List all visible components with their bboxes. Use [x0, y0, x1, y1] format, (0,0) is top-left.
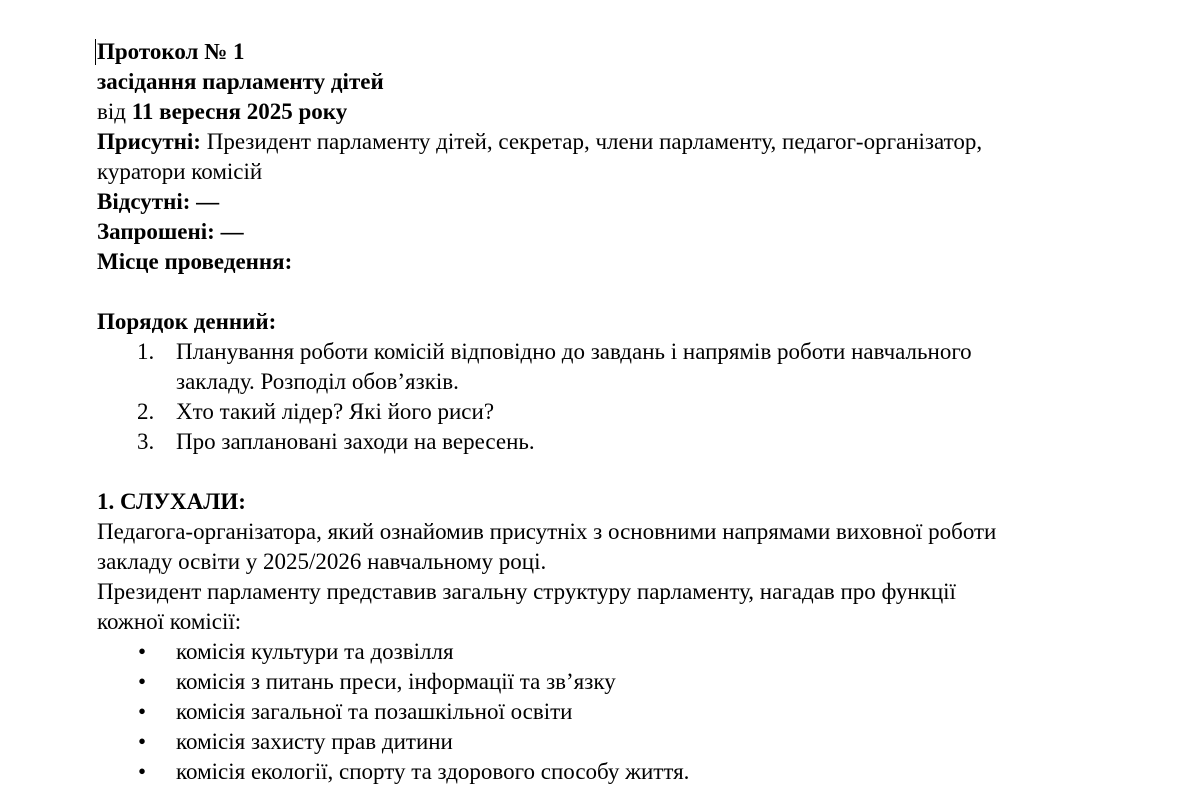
invited-label: Запрошені: — [97, 219, 215, 244]
absent-value: — — [196, 189, 220, 214]
bullet-icon: • — [138, 639, 147, 664]
agenda-item-number: 3. — [137, 429, 155, 454]
invited-value: — — [220, 219, 244, 244]
commission-item-text: комісія з питань преси, інформації та зв’язку — [176, 669, 616, 694]
absent-line — [97, 187, 1157, 217]
bullet-icon: • — [138, 729, 147, 754]
present-label: Присутні: — [97, 129, 201, 154]
venue-label: Місце проведення: — [97, 249, 293, 274]
section-paragraph-continuation: кожної комісії: — [97, 609, 242, 634]
present-line — [97, 127, 1157, 157]
commission-item — [97, 637, 1157, 667]
agenda-list — [97, 337, 1157, 457]
agenda-item-text-continuation: закладу. Розподіл обов’язків. — [176, 369, 459, 394]
section-paragraph: Педагога-організатора, який ознайомив присутніх з основними напрямами виховної роботи — [97, 519, 997, 544]
commission-item-text: комісія загальної та позашкільної освіти — [176, 699, 573, 724]
invited-line — [97, 217, 1157, 247]
section-paragraph-continuation: закладу освіти у 2025/2026 навчальному році. — [97, 549, 547, 574]
protocol-title: Протокол № 1 — [97, 39, 245, 64]
bullet-icon: • — [138, 759, 147, 784]
commission-item — [97, 667, 1157, 697]
commission-item-text: комісія екології, спорту та здорового способу життя. — [176, 759, 690, 784]
section-paragraph: Президент парламенту представив загальну структуру парламенту, нагадав про функції — [97, 579, 956, 604]
blank-line — [97, 457, 1157, 487]
protocol-date-line — [97, 97, 1157, 127]
agenda-item — [97, 397, 1157, 427]
commission-item — [97, 727, 1157, 757]
absent-label: Відсутні: — [97, 189, 191, 214]
present-value: Президент парламенту дітей, секретар, члени парламенту, педагог-організатор, — [206, 129, 983, 154]
agenda-item-text: Про заплановані заходи на вересень. — [176, 429, 535, 454]
agenda-item-number: 1. — [137, 339, 155, 364]
commission-item-text: комісія захисту прав дитини — [176, 729, 453, 754]
protocol-date: 11 вересня 2025 року — [131, 99, 348, 124]
document-body[interactable] — [97, 37, 1157, 787]
present-line-continuation: куратори комісій — [97, 159, 263, 184]
agenda-item — [97, 427, 1157, 457]
date-prefix: від — [97, 99, 126, 124]
agenda-item — [97, 337, 1157, 397]
agenda-item-number: 2. — [137, 399, 155, 424]
commission-item-text: комісія культури та дозвілля — [176, 639, 454, 664]
bullet-icon: • — [138, 669, 147, 694]
agenda-item-text: Хто такий лідер? Які його риси? — [176, 399, 495, 424]
protocol-subtitle: засідання парламенту дітей — [97, 69, 384, 94]
section-heading-heard: 1. СЛУХАЛИ: — [97, 489, 246, 514]
text-cursor — [95, 39, 96, 65]
agenda-item-text: Планування роботи комісій відповідно до завдань і напрямів роботи навчального — [176, 339, 972, 364]
blank-line — [97, 277, 1157, 307]
commission-list — [97, 637, 1157, 787]
bullet-icon: • — [138, 699, 147, 724]
agenda-heading: Порядок денний: — [97, 309, 277, 334]
commission-item — [97, 697, 1157, 727]
commission-item — [97, 757, 1157, 787]
